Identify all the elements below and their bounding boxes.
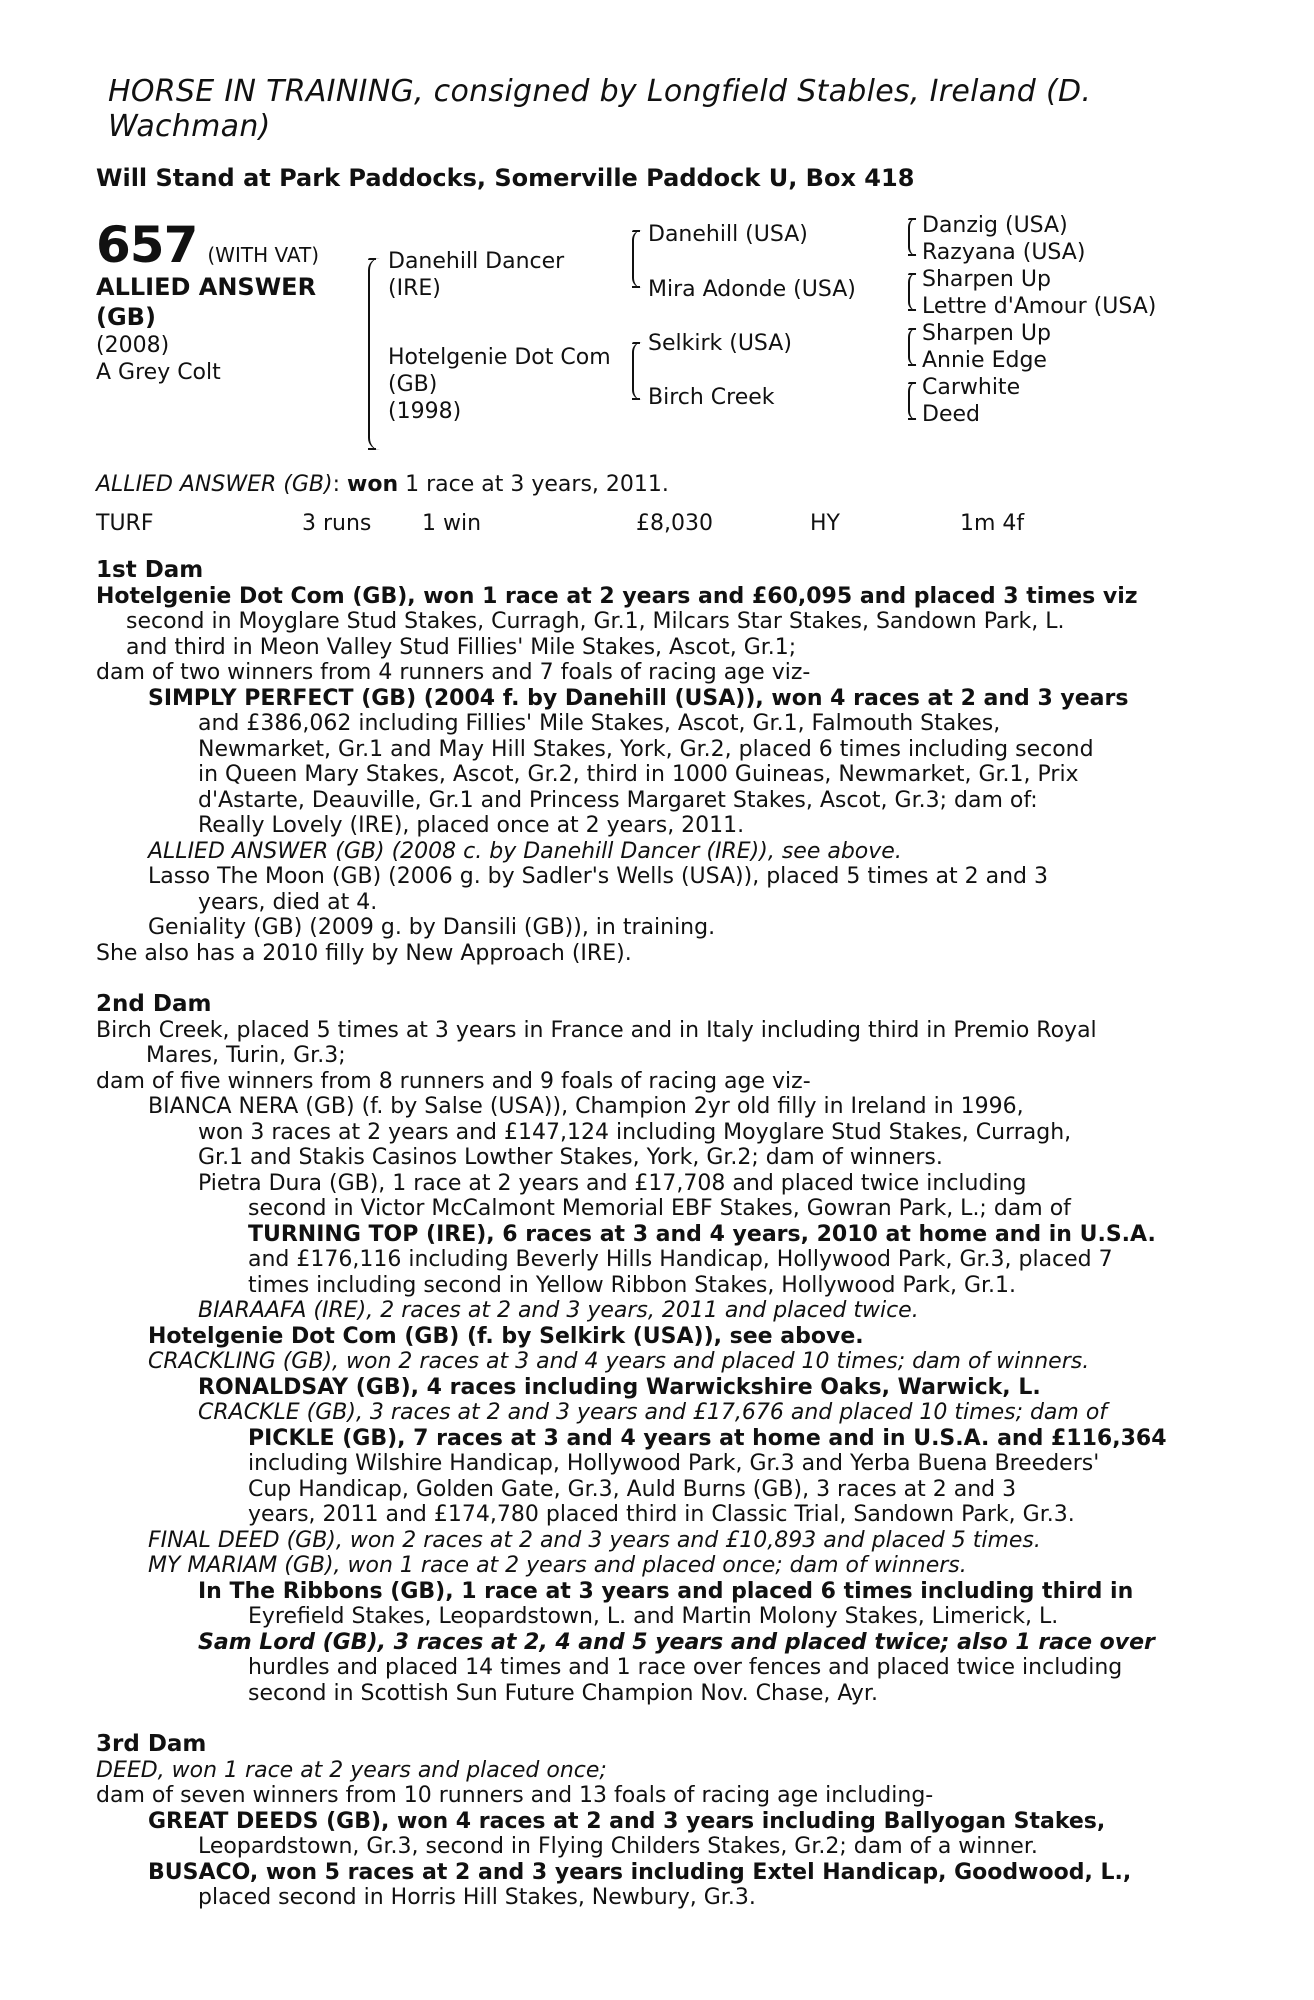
dam-origin: (GB) — [388, 372, 438, 397]
text-line: including Wilshire Handicap, Hollywood Park, Gr.3 and Yerba Buena Breeders' — [248, 1451, 1100, 1476]
text-line: won 3 races at 2 years and £147,124 including Moyglare Stud Stakes, Curragh, — [198, 1119, 1072, 1145]
sire-name: Danehill Dancer — [388, 249, 565, 274]
text-line: in Queen Mary Stakes, Ascot, Gr.2, third in 1000 Guineas, Newmarket, Gr.1, Prix — [198, 762, 1079, 787]
text-line: Mares, Turin, Gr.3; — [146, 1043, 346, 1068]
first-dam-section — [96, 558, 1206, 966]
dam-name: Hotelgenie Dot Com — [388, 345, 611, 370]
text-line: and £176,116 including Beverly Hills Handicap, Hollywood Park, Gr.3, placed 7 — [248, 1247, 1113, 1272]
vat-label: (WITH VAT) — [207, 243, 320, 267]
sire-dam-brace — [368, 258, 380, 450]
turf-surface: TURF — [96, 511, 154, 536]
text-line: Eyrefield Stakes, Leopardstown, L. and Martin Molony Stakes, Limerick, L. — [248, 1604, 1059, 1629]
progeny-entry — [148, 864, 1206, 915]
text-line: GREAT DEEDS (GB), won 4 races at 2 and 3 years including Ballyogan Stakes, — [148, 1808, 1106, 1834]
gen3-2: Razyana (USA) — [922, 240, 1086, 265]
gen3-brace-3 — [908, 328, 917, 366]
text-line: second in Moyglare Stud Stakes, Curragh, Gr.1, Milcars Star Stakes, Sandown Park, L. — [126, 609, 1065, 634]
foaling-year: (2008) — [96, 333, 170, 358]
progeny-entry — [198, 1171, 1206, 1324]
text-line: times including second in Yellow Ribbon Stakes, Hollywood Park, Gr.1. — [248, 1272, 1017, 1298]
result-won: won — [347, 472, 399, 497]
text-line: and third in Meon Valley Stud Fillies' Mile Stakes, Ascot, Gr.1; — [126, 634, 797, 660]
dam-sire: Selkirk (USA) — [648, 331, 792, 356]
horse-description: A Grey Colt — [96, 360, 221, 385]
gen3-6: Annie Edge — [922, 348, 1047, 373]
result-text: 1 race at 3 years, 2011. — [405, 472, 669, 497]
horse-name: ALLIED ANSWER — [96, 273, 317, 301]
text-line: Sam Lord (GB), 3 races at 2, 4 and 5 years and placed twice; also 1 race over — [198, 1629, 1155, 1655]
turf-wins: 1 win — [422, 511, 482, 536]
text-line: Hotelgenie Dot Com (GB) (f. by Selkirk (USA)), see above. — [148, 1323, 864, 1349]
second-dam-section — [96, 992, 1206, 1706]
sire-sire: Danehill (USA) — [648, 222, 808, 247]
text-line: SIMPLY PERFECT (GB) (2004 f. by Danehill (USA)), won 4 races at 2 and 3 years — [148, 685, 1129, 711]
text-line: DEED, won 1 race at 2 years and placed once; — [96, 1757, 607, 1783]
text-line: Birch Creek, placed 5 times at 3 years in France and in Italy including third in Premio Royal — [96, 1017, 1097, 1043]
sire-origin: (IRE) — [388, 276, 441, 301]
dam — [388, 344, 611, 425]
text-line: MY MARIAM (GB), won 1 race at 2 years and placed once; dam of winners. — [148, 1553, 967, 1578]
text-line: Leopardstown, Gr.3, second in Flying Childers Stakes, Gr.2; dam of a winner. — [198, 1834, 1038, 1859]
text-line: dam of seven winners from 10 runners and 13 foals of racing age including- — [96, 1783, 934, 1808]
text-line: RONALDSAY (GB), 4 races including Warwickshire Oaks, Warwick, L. — [198, 1374, 1041, 1400]
text-line: and £386,062 including Fillies' Mile Stakes, Ascot, Gr.1, Falmouth Stakes, — [198, 711, 1001, 736]
gen3-7: Carwhite — [922, 375, 1021, 400]
text-line: BIARAAFA (IRE), 2 races at 2 and 3 years, 2011 and placed twice. — [198, 1298, 919, 1323]
gen3-4: Lettre d'Amour (USA) — [922, 294, 1157, 319]
dam-line-brace — [632, 342, 642, 400]
text-line: BIANCA NERA (GB) (f. by Salse (USA)), Champion 2yr old filly in Ireland in 1996, — [148, 1094, 1024, 1119]
gen3-5: Sharpen Up — [922, 321, 1051, 346]
text-line: Geniality (GB) (2009 g. by Dansili (GB)), in training. — [148, 915, 716, 940]
sire-dam: Mira Adonde (USA) — [648, 277, 856, 302]
lot-number: 657 — [96, 216, 198, 274]
turf-prize: £8,030 — [636, 511, 713, 536]
text-line: FINAL DEED (GB), won 2 races at 2 and 3 years and £10,893 and placed 5 times. — [148, 1527, 1041, 1553]
text-line: Pietra Dura (GB), 1 race at 2 years and £17,708 and placed twice including — [198, 1170, 1027, 1196]
gen3-1: Danzig (USA) — [922, 213, 1068, 238]
text-line: second in Scottish Sun Future Champion Nov. Chase, Ayr. — [248, 1680, 878, 1706]
progeny-entry — [198, 1375, 1206, 1528]
text-line: Hotelgenie Dot Com (GB), won 1 race at 2 years and £60,095 and placed 3 times viz — [96, 583, 1138, 609]
text-line: PICKLE (GB), 7 races at 3 and 4 years at home and in U.S.A. and £116,364 — [248, 1425, 1167, 1451]
text-line: hurdles and placed 14 times and 1 race over fences and placed twice including — [248, 1655, 1123, 1680]
turf-going: HY — [810, 511, 840, 536]
gen3-brace-4 — [908, 382, 917, 420]
progeny-entry — [148, 1809, 1206, 1911]
sire — [388, 248, 564, 302]
lot-info — [96, 218, 356, 386]
text-line: Newmarket, Gr.1 and May Hill Stakes, York, Gr.2, placed 6 times including second — [198, 736, 1094, 762]
text-line: d'Astarte, Deauville, Gr.1 and Princess Margaret Stakes, Ascot, Gr.3; dam of: — [198, 787, 1038, 813]
text-line: Lasso The Moon (GB) (2006 g. by Sadler's Wells (USA)), placed 5 times at 2 and 3 — [148, 864, 1048, 889]
sire-line-brace — [632, 230, 642, 288]
text-line: second in Victor McCalmont Memorial EBF Stakes, Gowran Park, L.; dam of — [248, 1196, 1071, 1221]
text-line: ALLIED ANSWER (GB) (2008 c. by Danehill Dancer (IRE)), see above. — [148, 838, 902, 864]
progeny-entry — [148, 686, 1206, 839]
text-line: CRACKLE (GB), 3 races at 2 and 3 years and £17,676 and placed 10 times; dam of — [198, 1400, 1108, 1425]
consignor-title: HORSE IN TRAINING, consigned by Longfield Stables, Ireland (D. Wachman) — [108, 74, 1092, 144]
text-line: placed second in Horris Hill Stakes, Newbury, Gr.3. — [198, 1885, 756, 1910]
turf-record — [96, 511, 1206, 536]
turf-runs: 3 runs — [302, 511, 372, 536]
progeny-entry — [148, 1094, 1206, 1171]
turf-distance: 1m 4f — [960, 511, 1025, 536]
progeny-entry — [198, 1579, 1206, 1707]
pedigree-table — [96, 213, 1206, 464]
text-line: TURNING TOP (IRE), 6 races at 3 and 4 years, 2010 at home and in U.S.A. — [248, 1221, 1156, 1247]
first-dam-heading: 1st Dam — [96, 557, 204, 583]
horse-origin: (GB) — [96, 303, 156, 331]
text-line: Really Lovely (IRE), placed once at 2 years, 2011. — [198, 813, 745, 838]
text-line: Gr.1 and Stakis Casinos Lowther Stakes, York, Gr.2; dam of winners. — [198, 1145, 943, 1170]
text-line: years, 2011 and £174,780 placed third in Classic Trial, Sandown Park, Gr.3. — [248, 1502, 1075, 1527]
race-record-summary: ALLIED ANSWER (GB): won 1 race at 3 years, 2011. — [96, 472, 669, 497]
gen3-brace-2 — [908, 273, 917, 311]
dam-dam: Birch Creek — [648, 385, 775, 410]
catalogue-page — [96, 74, 1206, 1937]
second-dam-heading: 2nd Dam — [96, 991, 212, 1017]
dam-year: (1998) — [388, 399, 462, 424]
gen3-3: Sharpen Up — [922, 267, 1051, 292]
text-line: In The Ribbons (GB), 1 race at 3 years and placed 6 times including third in — [198, 1578, 1134, 1604]
stand-location: Will Stand at Park Paddocks, Somerville Paddock U, Box 418 — [96, 164, 915, 192]
text-line: Cup Handicap, Golden Gate, Gr.3, Auld Burns (GB), 3 races at 2 and 3 — [248, 1476, 1017, 1502]
result-horse-name: ALLIED ANSWER (GB) — [96, 472, 333, 497]
text-line: She also has a 2010 filly by New Approach (IRE). — [96, 940, 632, 966]
gen3-8: Deed — [922, 402, 980, 427]
third-dam-section — [96, 1732, 1206, 1911]
text-line: dam of five winners from 8 runners and 9 foals of racing age viz- — [96, 1068, 811, 1094]
gen3-brace-1 — [908, 218, 917, 256]
third-dam-heading: 3rd Dam — [96, 1731, 207, 1757]
text-line: CRACKLING (GB), won 2 races at 3 and 4 years and placed 10 times; dam of winners. — [148, 1349, 1090, 1374]
text-line: BUSACO, won 5 races at 2 and 3 years including Extel Handicap, Goodwood, L., — [148, 1859, 1132, 1885]
text-line: dam of two winners from 4 runners and 7 foals of racing age viz- — [96, 660, 811, 685]
first-dam-entry — [96, 584, 1206, 661]
text-line: years, died at 4. — [198, 889, 378, 915]
